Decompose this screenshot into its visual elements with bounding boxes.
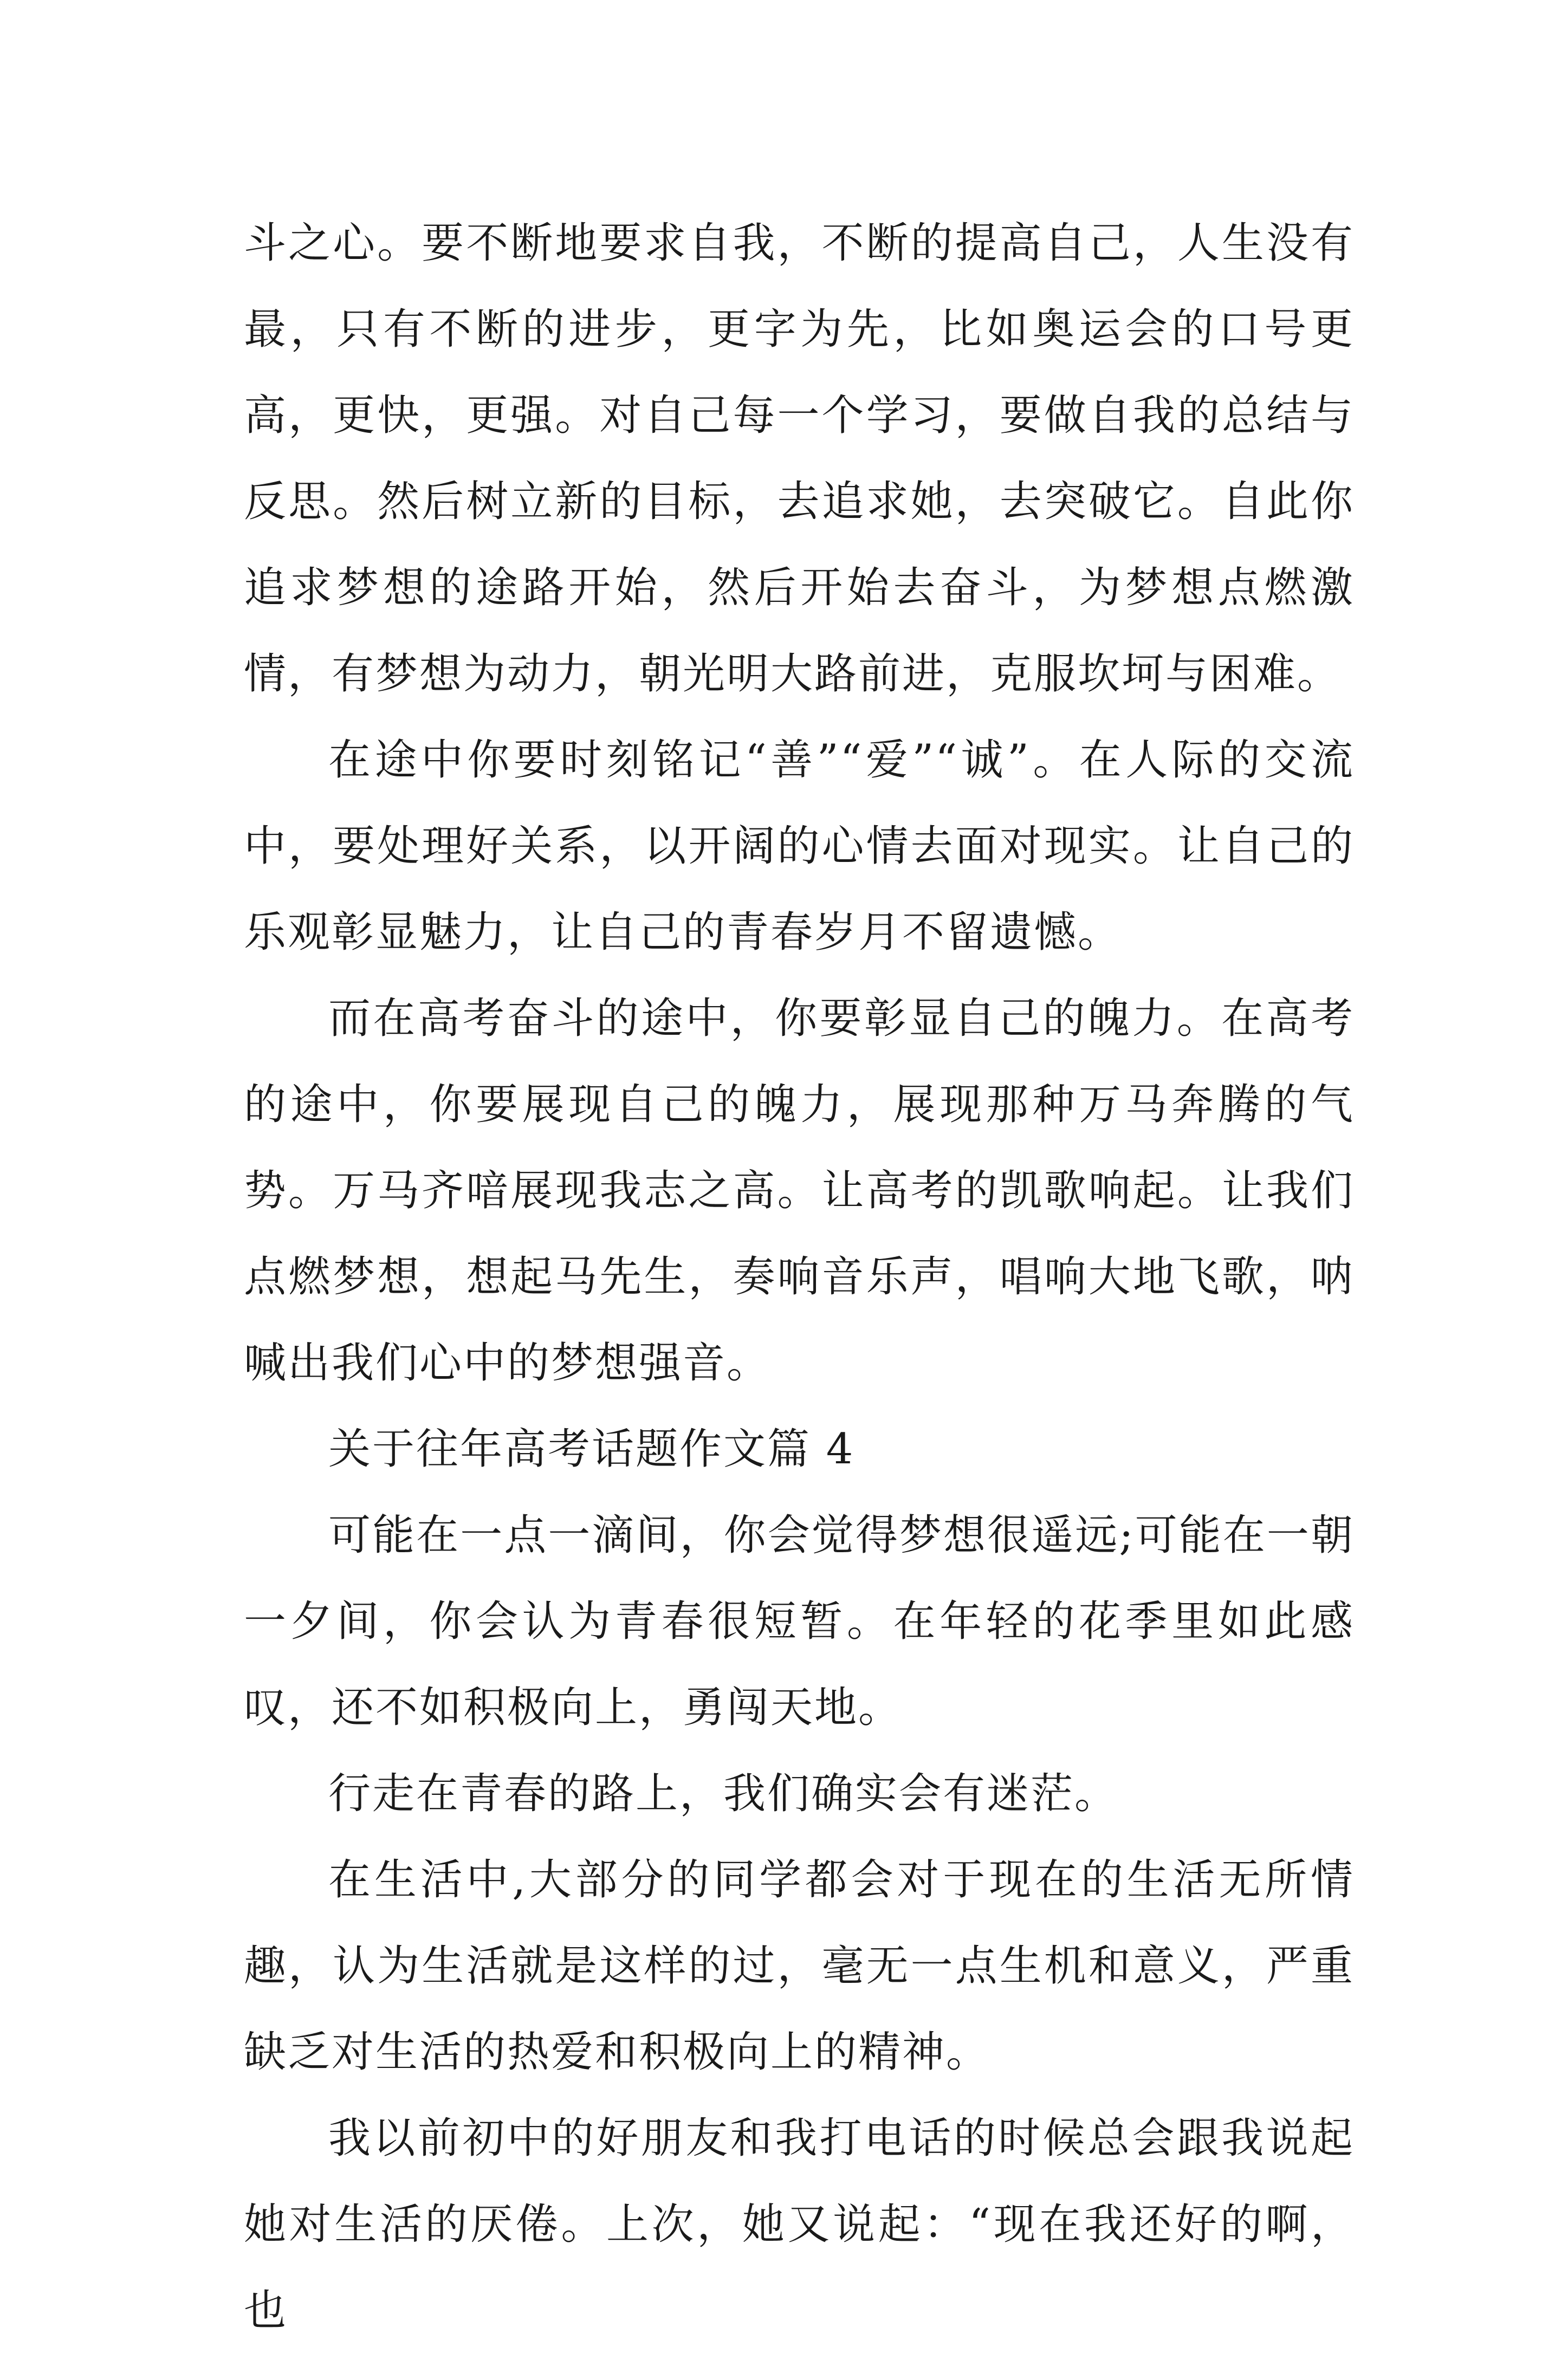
paragraph-5: 行走在青春的路上，我们确实会有迷茫。 — [328, 1769, 1119, 1818]
section-heading: 关于往年高考话题作文篇 4 — [328, 1425, 855, 1474]
paragraph-2: 在途中你要时刻铭记“善”“爱”“诚”。在人际的交流中，要处理好关系，以开阔的心情去面对现实。让自己的乐观彰显魅力，让自己的青春岁月不留遗憾。 — [244, 736, 1355, 957]
paragraph-4: 可能在一点一滴间，你会觉得梦想很遥远;可能在一朝一夕间，你会认为青春很短暂。在年轻的花季里如此感叹，还不如积极向上，勇闯天地。 — [244, 1511, 1355, 1732]
document-body — [244, 200, 1355, 2354]
paragraph-1: 斗之心。要不断地要求自我，不断的提高自己，人生没有最，只有不断的进步，更字为先，比如奥运会的口号更高，更快，更强。对自己每一个学习，要做自我的总结与反思。然后树立新的目标，去追求她，去突破它。自此你追求梦想的途路开始，然后开始去奋斗，为梦想点燃激情，有梦想为动力，朝光明大路前进，克服坎坷与困难。 — [244, 219, 1355, 698]
paragraph-7: 我以前初中的好朋友和我打电话的时候总会跟我说起她对生活的厌倦。上次，她又说起：“现在我还好的啊，也 — [244, 2114, 1355, 2335]
paragraph-6: 在生活中,大部分的同学都会对于现在的生活无所情趣，认为生活就是这样的过，毫无一点生机和意义，严重缺乏对生活的热爱和积极向上的精神。 — [244, 1856, 1355, 2077]
paragraph-3: 而在高考奋斗的途中，你要彰显自己的魄力。在高考的途中，你要展现自己的魄力，展现那种万马奔腾的气势。万马齐喑展现我志之高。让高考的凯歌响起。让我们点燃梦想，想起马先生，奏响音乐声，唱响大地飞歌，呐喊出我们心中的梦想强音。 — [244, 994, 1355, 1387]
